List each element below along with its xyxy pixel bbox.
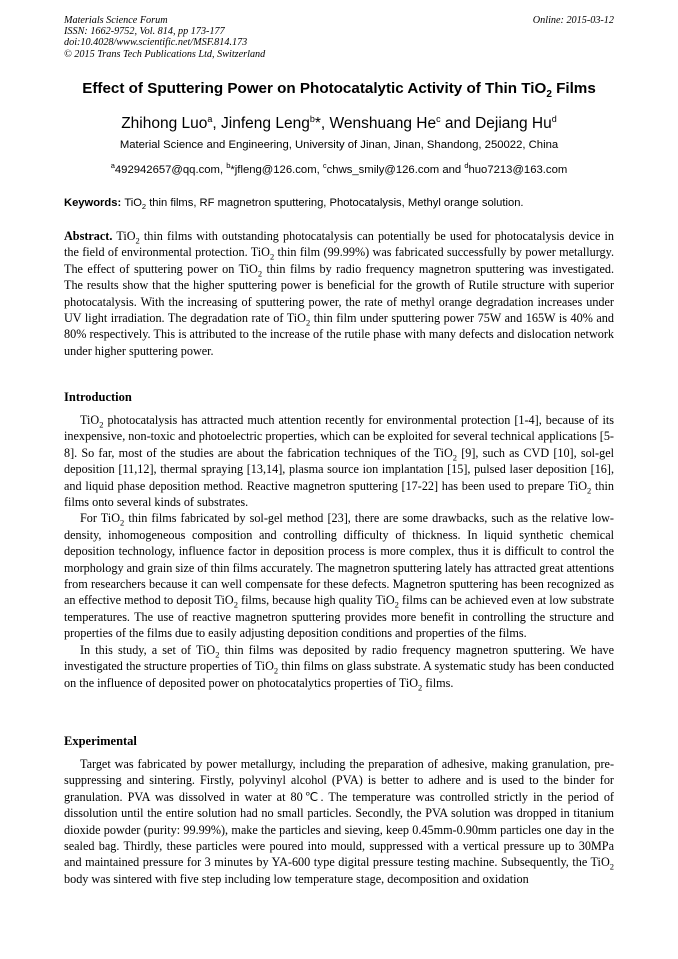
doi-line: doi:10.4028/www.scientific.net/MSF.814.173 bbox=[64, 37, 248, 49]
paragraph: For TiO$_2$ thin films fabricated by sol-gel method [23], there are some drawbacks, such as the relative low-density, inhomogeneous composition and controlling difficulty of thickness. In liquid synthetic chemical deposition technology, influence factor in deposition process is more complex, thus it is difficult to control the morphology and grain size of thin films accurately. The magnetron sputtering lately has attracted great attentions from researchers because it can well compensate for these defects. Magnetron sputtering has been recognized as an effective method to deposit TiO$_2$ films, because high quality TiO$_2$ films can be achieved even at low substrate temperatures. The use of reactive magnetron sputtering provides more benefit in controlling the structure and properties of the films due to easily adjusting deposition conditions and properties of the films. bbox=[64, 511, 614, 641]
section-heading-experimental: Experimental bbox=[64, 734, 137, 748]
journal-name: Materials Science Forum bbox=[64, 15, 168, 26]
issn-line: ISSN: 1662-9752, Vol. 814, pp 173-177 bbox=[64, 26, 225, 38]
author-list: Zhihong Luo$^a$, Jinfeng Leng$^b$*, Wenshuang He$^c$ and Dejiang Hu$^d$ bbox=[121, 114, 557, 133]
paragraph: TiO$_2$ photocatalysis has attracted much attention recently for environmental protection [1-4], because of its inexpensive, non-toxic and photoelectric properties, which can be exploited for several technical applications [5-8]. So far, most of the studies are about the fabrication techniques of the TiO$_2$ [9], such as CVD [10], sol-gel deposition [11,12], thermal spraying [13,14], plasma source ion implantation [15], pulsed laser deposition [16], and liquid phase deposition method. Reactive magnetron sputtering [17-22] has been used to prepare TiO$_2$ thin films onto several kinds of substrates. bbox=[64, 413, 614, 510]
author-name: Jinfeng Leng bbox=[221, 115, 310, 133]
paper-title: Effect of Sputtering Power on Photocatalytic Activity of Thin TiO$_2$ Films bbox=[82, 80, 596, 101]
copyright-line: © 2015 Trans Tech Publications Ltd, Switzerland bbox=[64, 48, 266, 60]
paragraph: In this study, a set of TiO$_2$ thin films was deposited by radio frequency magnetron sputtering. We have investigated the structure properties of TiO$_2$ thin films on glass substrate. A systematic study has been conducted on the influence of deposited power on photocatalytics properties of TiO$_2$ films. bbox=[64, 642, 614, 692]
online-date: Online: 2015-03-12 bbox=[532, 15, 614, 26]
section-heading-introduction: Introduction bbox=[64, 390, 132, 404]
author-name: Zhihong Luo bbox=[121, 115, 208, 133]
journal-header bbox=[64, 15, 265, 60]
affiliation: Material Science and Engineering, University of Jinan, Jinan, Shandong, 250022, China bbox=[119, 139, 559, 151]
experimental-body bbox=[64, 756, 614, 887]
email-list: $^a$492942657@qq.com, $^b$*jfleng@126.com, $^c$chws_smily@126.com and $^d$huo7213@163.com bbox=[110, 161, 568, 176]
paragraph: Target was fabricated by power metallurgy, including the preparation of adhesive, making granulation, pre-suppressing and sintering. Firstly, polyvinyl alcohol (PVA) is better to adhere and is used to the binder for granulation. PVA was dissolved in water at 80℃. The temperature was controlled strictly in the period of dissolution until the entire solution had no small particles. Secondly, the PVA solution was dropped in titanium dioxide powder (purity: 99.99%), make the particles and sieving, keep 0.45mm-0.90mm particles one day in the sealed bag. Thirdly, these particles were poured into mould, suppressed with a vertical pressure up to 30MPa and maintained pressure for 3 minutes by YA-600 type digital pressure testing machine. Subsequently, the TiO$_2$ body was sintered with five step including low temperature stage, decomposition and oxidation bbox=[64, 757, 614, 886]
abstract: Abstract. TiO$_2$ thin films with outstanding photocatalysis can potentially be used for photocatalysis device in the field of environmental protection. TiO$_2$ thin film (99.99%) was fabricated successfully by power metallurgy. The effect of sputtering power on TiO$_2$ thin films by radio frequency magnetron sputtering was investigated. The results show that the higher sputtering power is beneficial for the growth of Rutile structure with superior photocatalysis. With the increasing of sputtering power, the rate of methyl orange degradation increases under UV light irradiation. The degradation rate of TiO$_2$ thin film under sputtering power 75W and 165W is 40% and 80% respectively. This is attributed to the increase of the rutile phase with many defects and dislocation network under higher sputtering power. bbox=[64, 229, 615, 358]
keywords-label: Keywords: bbox=[64, 197, 125, 209]
introduction-body bbox=[64, 412, 614, 691]
author-name: Wenshuang He bbox=[329, 115, 437, 133]
author-name: Dejiang Hu bbox=[475, 115, 552, 133]
keywords: Keywords: TiO$_2$ thin films, RF magnetron sputtering, Photocatalysis, Methyl orange solution. bbox=[64, 197, 524, 212]
abstract-label: Abstract. bbox=[64, 229, 113, 243]
